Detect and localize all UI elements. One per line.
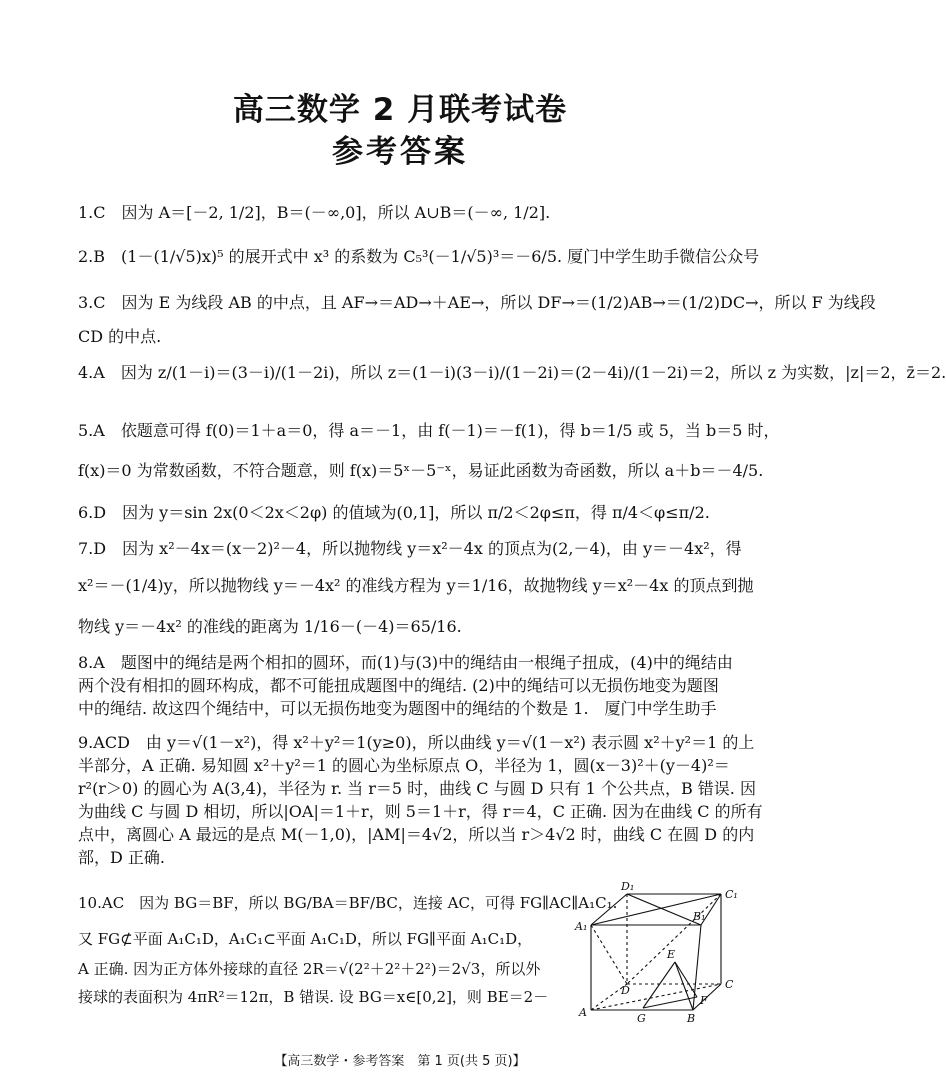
label-d1: D₁: [621, 880, 635, 893]
answer-8-line-2: 两个没有相扣的圆环构成，都不可能扭成题图中的绳结. (2)中的绳结可以无损伤地变为题图: [78, 676, 719, 695]
answer-9-line-6: 部，D 正确.: [78, 848, 166, 867]
answer-10-line-4: 接球的表面积为 4πR²＝12π，B 错误. 设 BG＝x∈[0,2]，则 BE＝2－: [78, 988, 549, 1006]
label-e: E: [667, 948, 676, 961]
answer-3-line-2: CD 的中点.: [78, 327, 162, 346]
cube-figure: [575, 880, 740, 1025]
answer-8-line-1: 8.A 题图中的绳结是两个相扣的圆环，而(1)与(3)中的绳结由一根绳子扭成，(4)中的绳结由: [78, 653, 733, 672]
label-b1: B₁: [693, 910, 706, 923]
label-a1: A₁: [575, 920, 588, 933]
answer-5-line-2: f(x)＝0 为常数函数，不符合题意，则 f(x)＝5ˣ－5⁻ˣ，易证此函数为奇函数，所以 a＋b＝－4/5.: [78, 461, 764, 480]
seg-e-g: [643, 962, 675, 1008]
answer-6-line-1: 6.D 因为 y＝sin 2x(0＜2x＜2φ) 的值域为(0,1]，所以 π/2＜2φ≤π，得 π/4＜φ≤π/2.: [78, 503, 710, 522]
label-c1: C₁: [725, 888, 738, 901]
answer-7-line-1: 7.D 因为 x²－4x＝(x－2)²－4，所以抛物线 y＝x²－4x 的顶点为(2,－4)，由 y＝－4x²，得: [78, 539, 742, 558]
answer-8-line-3: 中的绳结. 故这四个绳结中，可以无损伤地变为题图中的绳结的个数是 1. 厦门中学生助手: [78, 699, 717, 718]
answer-5-line-1: 5.A 依题意可得 f(0)＝1＋a＝0，得 a＝－1，由 f(－1)＝－f(1)，得 b＝1/5 或 5，当 b＝5 时，: [78, 421, 780, 440]
page-footer: 【高三数学・参考答案 第 1 页(共 5 页)】: [274, 1054, 526, 1069]
answer-4-line-1: 4.A 因为 z/(1－i)＝(3－i)/(1－2i)，所以 z＝(1－i)(3－i)/(1－2i)＝(2－4i)/(1－2i)＝2，所以 z 为实数，|z|＝2，z̄＝2.: [78, 363, 946, 382]
answer-9-line-5: 点中，离圆心 A 最远的是点 M(－1,0)，|AM|＝4√2，所以当 r＞4√2 时，曲线 C 在圆 D 的内: [78, 825, 755, 844]
answer-10-line-1: 10.AC 因为 BG＝BF，所以 BG/BA＝BF/BC，连接 AC，可得 FG∥AC∥A₁C₁.: [78, 894, 618, 912]
answer-7-line-3: 物线 y＝－4x² 的准线的距离为 1/16－(－4)＝65/16.: [78, 617, 462, 636]
label-c: C: [725, 978, 734, 991]
answer-10-line-3: A 正确. 因为正方体外接球的直径 2R＝√(2²＋2²＋2²)＝2√3，所以外: [78, 960, 541, 978]
diag-c1-d: [627, 894, 721, 984]
diag-d1-b1: [627, 894, 701, 925]
answer-7-line-2: x²＝－(1/4)y，所以抛物线 y＝－4x² 的准线方程为 y＝1/16，故抛物线 y＝x²－4x 的顶点到抛: [78, 576, 754, 595]
answer-1-line-1: 1.C 因为 A＝[－2, 1/2]，B＝(－∞,0]，所以 A∪B＝(－∞, 1/2].: [78, 203, 551, 222]
label-a: A: [579, 1006, 587, 1019]
answer-9-line-2: 半部分，A 正确. 易知圆 x²＋y²＝1 的圆心为坐标原点 O，半径为 1，圆(x－3)²＋(y－4)²＝: [78, 756, 730, 775]
answer-3-line-1: 3.C 因为 E 为线段 AB 的中点，且 AF→＝AD→＋AE→，所以 DF→＝(1/2)AB→＝(1/2)DC→，所以 F 为线段: [78, 293, 876, 312]
answer-9-line-4: 为曲线 C 与圆 D 相切，所以|OA|＝1＋r，则 5＝1＋r，得 r＝4，C 正确. 因为在曲线 C 的所有: [78, 802, 763, 821]
label-g: G: [637, 1012, 646, 1025]
page-title: 高三数学 2 月联考试卷: [232, 92, 568, 128]
answer-9-line-3: r²(r＞0) 的圆心为 A(3,4)，半径为 r. 当 r＝5 时，曲线 C 与圆 D 只有 1 个公共点，B 错误. 因: [78, 779, 756, 798]
label-d: D: [621, 984, 630, 997]
label-b: B: [687, 1012, 696, 1025]
page-subtitle: 参考答案: [332, 134, 468, 170]
answer-9-line-1: 9.ACD 由 y＝√(1－x²)，得 x²＋y²＝1(y≥0)，所以曲线 y＝√(1－x²) 表示圆 x²＋y²＝1 的上: [78, 733, 755, 752]
answer-2-line-1: 2.B (1－(1/√5)x)⁵ 的展开式中 x³ 的系数为 C₅³(－1/√5)³＝－6/5. 厦门中学生助手微信公众号: [78, 247, 760, 266]
diag-a1-d: [591, 925, 627, 984]
label-f: F: [700, 994, 708, 1007]
answer-10-line-2: 又 FG⊄平面 A₁C₁D，A₁C₁⊂平面 A₁C₁D，所以 FG∥平面 A₁C₁D，: [78, 930, 533, 948]
